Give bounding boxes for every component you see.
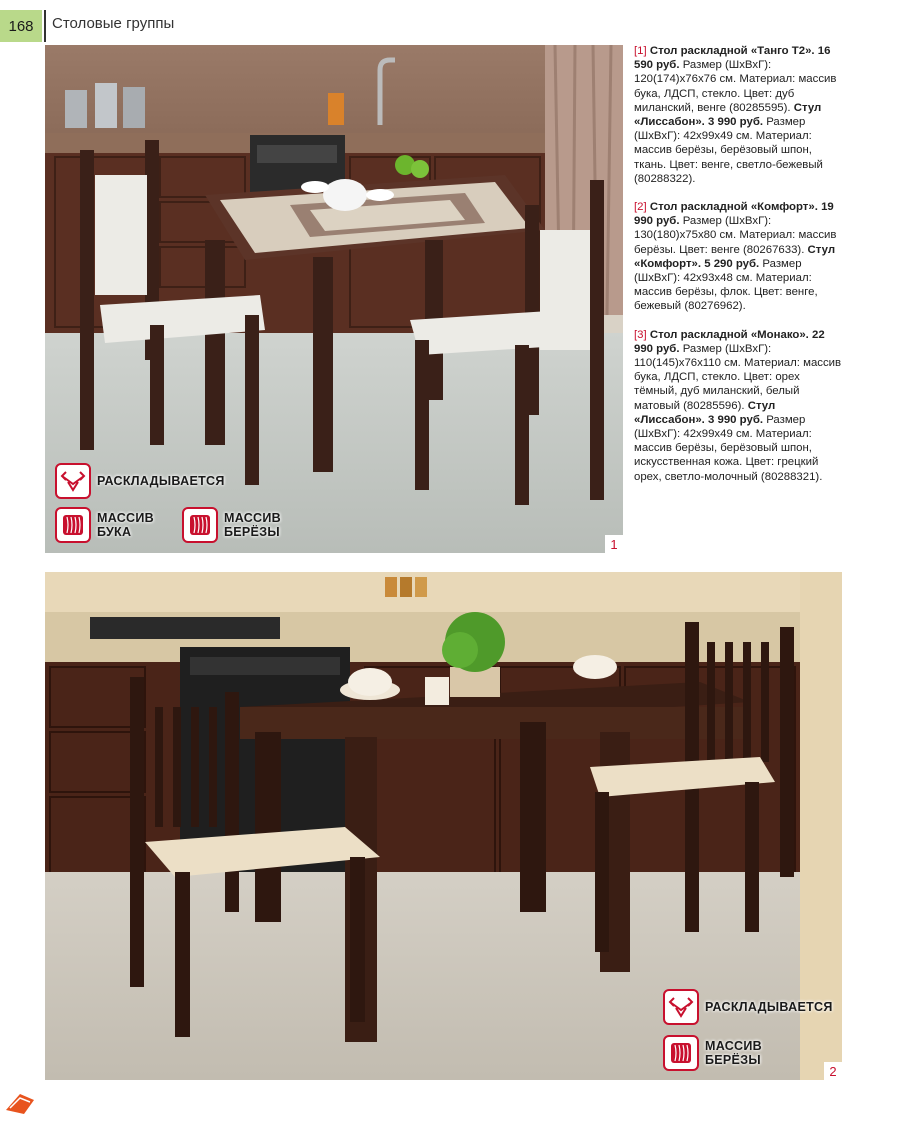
brand-logo-icon [4, 1090, 36, 1116]
badge-folding-2 [663, 989, 833, 1025]
chair-details: Размер (ШхВхГ): 42х93х48 см. Материал: массив берёзы, флок. Цвет: венге, бежевый (80276962). [634, 257, 818, 313]
product-entry-1 [634, 44, 846, 186]
header-divider [44, 10, 46, 42]
folding-table-icon [663, 989, 699, 1025]
chair-details: Размер (ШхВхГ): 42х99х49 см. Материал: массив берёзы, берёзовый шпон, искусственная кожа. Цвет: грецкий орех, светло-молочный (80288321). [634, 413, 823, 483]
product-ref: [1] [634, 45, 647, 57]
badge-folding [55, 463, 225, 499]
badge-folding-label: РАСКЛАДЫВАЕТСЯ [97, 474, 225, 488]
product-entry-2 [634, 200, 846, 314]
photo-number-1: 1 [605, 535, 623, 553]
table-price: 16 590 руб. [634, 45, 831, 72]
page-number: 168 [0, 10, 42, 42]
badge-birch-line1-2: МАССИВ [705, 1039, 762, 1053]
table-details: Размер (ШхВхГ): 130(180)х75х80 см. Материал: массив берёзы. Цвет: венге (80267633). [634, 215, 837, 256]
product-photo-1 [45, 45, 623, 553]
badge-birch-line2: БЕРЁЗЫ [224, 525, 280, 539]
chair-details: Размер (ШхВхГ): 42х99х49 см. Материал: массив берёзы, берёзовый шпон, ткань. Цвет: венге, светло-бежевый (80288322). [634, 116, 823, 185]
wood-grain-icon [55, 507, 91, 543]
badge-solid-birch [182, 507, 281, 543]
table-details: Размер (ШхВхГ): 110(145)х76х110 см. Материал: массив бука, ЛДСП, стекло. Цвет: орех тёмный, дуб миланский, белый матовый (80285596). [634, 342, 842, 412]
product-ref: [3] [634, 328, 647, 341]
table-price: 19 990 руб. [634, 201, 834, 228]
wood-grain-icon [182, 507, 218, 543]
chair-name-price: Стул «Комфорт». 5 290 руб. [634, 243, 836, 270]
folding-table-icon [55, 463, 91, 499]
table-details: Размер (ШхВхГ): 120(174)х76х76 см. Материал: массив бука, ЛДСП, стекло. Цвет: дуб миланский, венге (80285595). [634, 59, 837, 114]
chair-name-price: Стул «Лиссабон». 3 990 руб. [634, 399, 776, 426]
table-name: Стол раскладной «Монако». [649, 328, 809, 341]
product-entry-3 [634, 328, 846, 484]
badge-birch-label-2 [705, 1039, 762, 1067]
chair-name-price: Стул «Лиссабон». 3 990 руб. [634, 101, 822, 129]
badge-solid-birch-2 [663, 1035, 762, 1071]
badge-beech-line1: МАССИВ [97, 511, 154, 525]
badge-beech-line2: БУКА [97, 525, 132, 539]
table-name: Стол раскладной «Танго Т2». [649, 45, 815, 57]
wood-grain-icon [663, 1035, 699, 1071]
badge-birch-label [224, 511, 281, 539]
badge-beech-label [97, 511, 154, 539]
table-price: 22 990 руб. [634, 328, 825, 355]
badge-solid-beech [55, 507, 154, 543]
photo-number-2: 2 [824, 1062, 842, 1080]
product-ref: [2] [634, 201, 647, 214]
section-title: Столовые группы [52, 15, 175, 32]
badge-folding-label-2: РАСКЛАДЫВАЕТСЯ [705, 1000, 833, 1014]
table-name: Стол раскладной «Комфорт». [649, 201, 818, 214]
badge-birch-line1: МАССИВ [224, 511, 281, 525]
product-photo-2 [45, 572, 842, 1080]
badge-birch-line2-2: БЕРЁЗЫ [705, 1053, 761, 1067]
product-descriptions [634, 44, 846, 498]
